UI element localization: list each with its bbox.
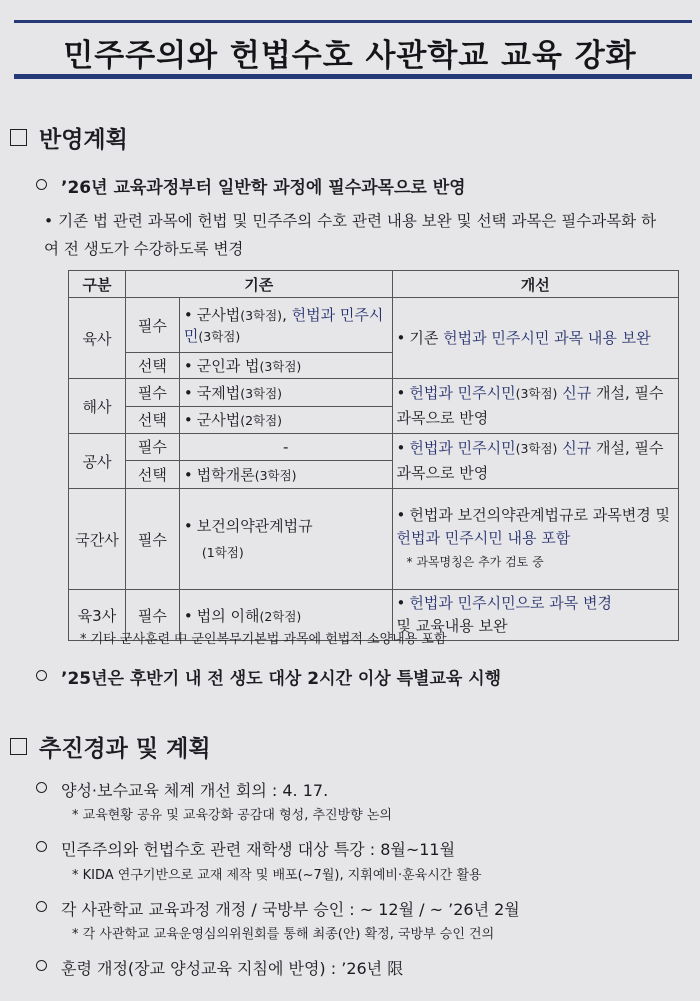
type-cell: 선택 [125,353,179,379]
improved-cell: • 헌법과 민주시민(3학점) 신규 개설, 필수과목으로 반영 [392,379,679,434]
type-cell: 필수 [125,434,179,461]
circle-bullet-icon [36,670,47,681]
circle-bullet-icon [36,960,47,971]
circle-bullet-icon [36,841,47,852]
existing-cell: • 국제법(3학점) [179,379,392,407]
checkbox-square-icon [10,129,27,146]
dot-bullet-icon: • [44,212,54,230]
existing-cell: • 군사법(2학점) [179,406,392,434]
school-cell: 육3사 [69,590,126,641]
type-cell: 필수 [125,379,179,407]
circle-bullet-icon [36,179,47,190]
progress-item-note: * 교육현황 공유 및 교육강화 공감대 형성, 추진방향 논의 [72,808,392,823]
progress-item: 훈령 개정(장교 양성교육 지침에 반영) : ’26년 限 [36,956,403,979]
circle-bullet-icon [36,901,47,912]
existing-cell: - [179,434,392,461]
checkbox-square-icon [10,738,27,755]
section-heading-plan: 반영계획 [10,121,128,154]
header-category: 구분 [69,271,126,298]
type-cell: 필수 [125,298,179,353]
title-top-rule [14,20,692,23]
school-cell: 육사 [69,298,126,379]
existing-cell: • 보건의약관계법규 (1학점) [179,489,392,590]
improved-cell: • 기존 헌법과 민주시민 과목 내용 보완 [392,298,679,379]
school-cell: 공사 [69,434,126,489]
plan-item-1: ’26년 교육과정부터 일반학 과정에 필수과목으로 반영 [36,173,466,198]
table-row [69,434,679,461]
comparison-table [68,270,679,641]
improved-cell: • 헌법과 민주시민(3학점) 신규 개설, 필수과목으로 반영 [392,434,679,489]
type-cell: 필수 [125,489,179,590]
header-improved: 개선 [392,271,679,298]
progress-item-note: * 각 사관학교 교육운영심의위원회를 통해 최종(안) 확정, 국방부 승인 건의 [72,927,495,942]
progress-item: 양성·보수교육 체계 개선 회의 : 4. 17. [36,778,328,801]
type-cell: 필수 [125,590,179,641]
header-existing: 기존 [125,271,392,298]
improved-cell: • 헌법과 민주시민으로 과목 변경 및 교육내용 보완 [392,590,679,641]
section-heading-progress: 추진경과 및 계획 [10,730,211,763]
table-header-row [69,271,679,298]
existing-cell: • 법학개론(3학점) [179,460,392,488]
plan-item-2: ’25년은 후반기 내 전 생도 대상 2시간 이상 특별교육 시행 [36,664,501,689]
progress-item: 각 사관학교 교육과정 개정 / 국방부 승인 : ~ 12월 / ~ ’26년 2월 [36,897,520,920]
existing-cell: • 군인과 법(3학점) [179,353,392,379]
school-cell: 국간사 [69,489,126,590]
table-row [69,489,679,590]
type-cell: 선택 [125,406,179,434]
circle-bullet-icon [36,782,47,793]
progress-item: 민주주의와 헌법수호 관련 재학생 대상 특강 : 8월~11월 [36,837,455,860]
existing-cell: • 법의 이해(2학점) [179,590,392,641]
plan-item-1-detail: • 기존 법 관련 과목에 헌법 및 민주주의 수호 관련 내용 보완 및 선택 과목은 필수과목화 하여 전 생도가 수강하도록 변경 [44,212,657,258]
school-cell: 해사 [69,379,126,434]
table-row [69,298,679,353]
title-bottom-rule [14,74,692,79]
table-row [69,379,679,407]
table-footnote: * 기타 군사훈련 中 군인복무기본법 과목에 헌법적 소양내용 포함 [80,632,447,647]
progress-item-note: * KIDA 연구기반으로 교재 제작 및 배포(~7월), 지휘예비·훈육시간 활용 [72,868,482,883]
type-cell: 선택 [125,460,179,488]
page-title: 민주주의와 헌법수호 사관학교 교육 강화 [63,38,637,74]
existing-cell: • 군사법(3학점), 헌법과 민주시민(3학점) [179,298,392,353]
improved-cell: • 헌법과 보건의약관계법규로 과목변경 및 헌법과 민주시민 내용 포함 * 과목명칭은 추가 검토 중 [392,489,679,590]
